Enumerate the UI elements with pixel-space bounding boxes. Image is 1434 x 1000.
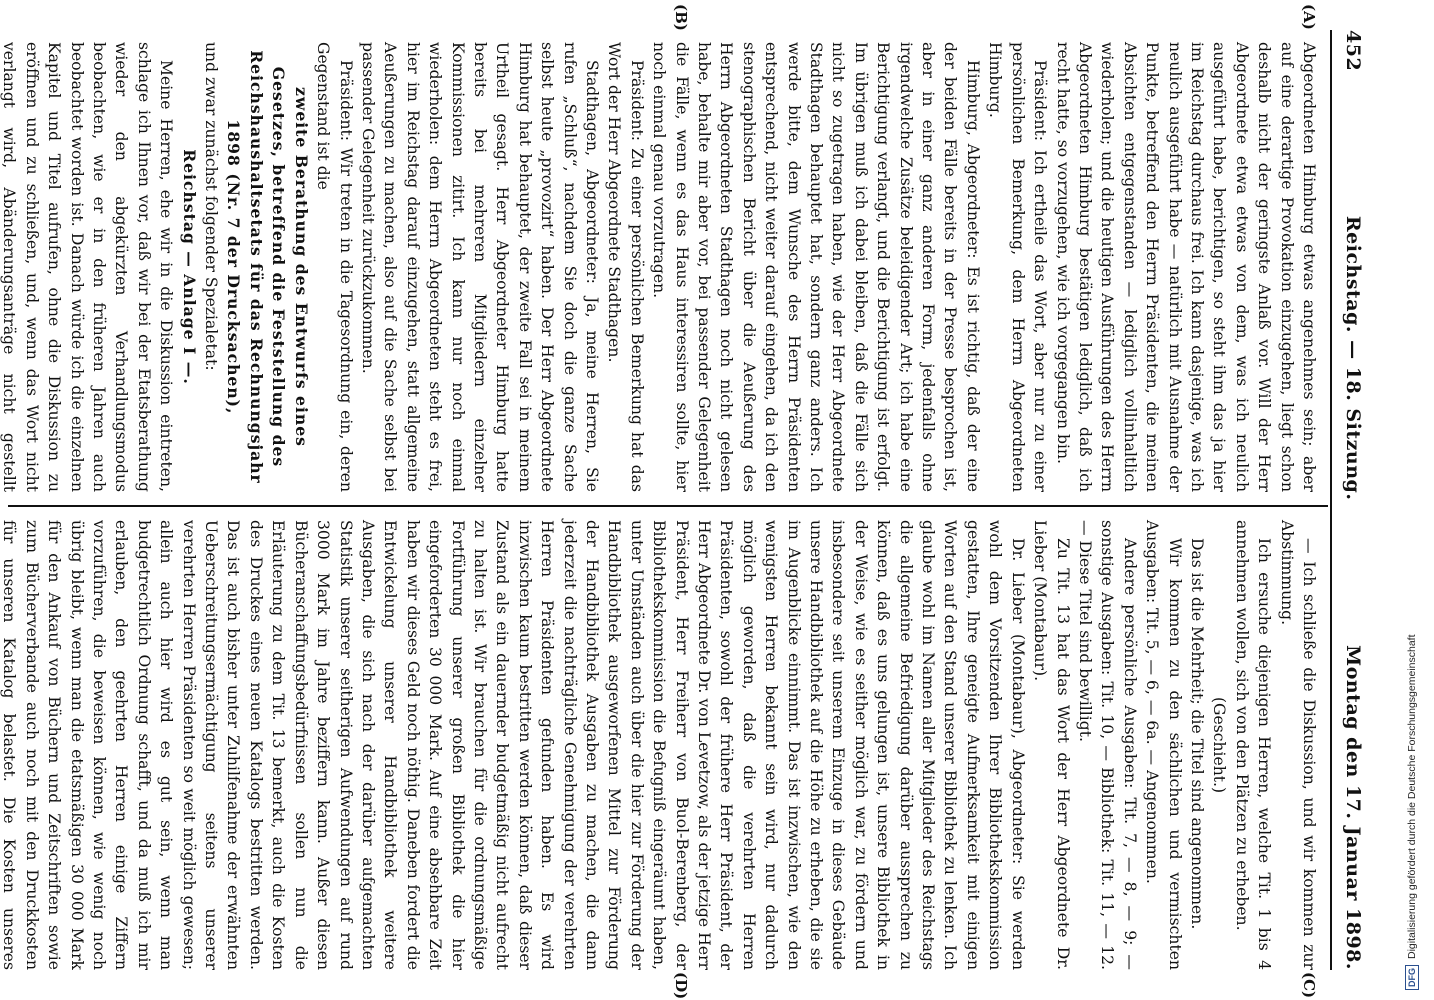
paragraph: und zwar zunächst folgender Spezialetat: <box>202 42 221 371</box>
paragraph: Präsident: Ich ertheile das Wort, aber nur zu einer persönlichen Bemerkung, dem Herrn Abgeordneten Himburg. <box>986 42 1050 492</box>
paragraph: Abgeordneten Himburg etwas angenehmes sein; aber auf eine derartige Provokation einzugehen, liegt schon deshalb nicht der geringste Anlaß vor. Will der Herr Abgeordnete etwa etwas von dem, was ich neulich ausgeführt habe, berichtigen, so steht ihm das ja hier im Reichstag durchaus frei. Ich kann dasjenige, was ich neulich ausgeführt habe — natürlich mit Ausnahme der Punkte, betreffend den Herrn Präsidenten, die meinen Absichten entgegenstanden — lediglich vollinhaltlich wiederholen; und die heutigen Ausführungen des Herrn Abgeordneten Himburg bestätigen lediglich, daß ich recht hatte, so vorzugehen, wie ich vorgegangen bin. <box>1053 42 1318 492</box>
paragraph: Präsident: Zu einer persönlichen Bemerkung hat das Wort der Herr Abgeordnete Stadthagen. <box>605 42 646 492</box>
margin-marker-d: (D) <box>672 972 690 1000</box>
agenda-subitem: Reichstag — Anlage I —. <box>179 149 199 385</box>
paragraph: Stadthagen, Abgeordneter: Ja, meine Herren, Sie rufen „Schluß“, nachdem Sie doch die ganze Sache selbst heute „provozirt“ haben. Der Herr Abgeordnete Himburg hat behauptet, der zweite Fall sei in meinem Urtheil gesagt. Herr Abgeordneter Himburg hatte bereits bei mehreren Mitgliedern einzelner Kommissionen zitirt. Ich kann nur noch einmal wiederholen: dem Herrn Abgeordneten steht es frei, hier im Reichstag darauf einzugehen, statt allgemeine Aeußerungen zu machen, also auf die Sache selbst bei passender Gelegenheit zurückzukommen. <box>358 42 601 492</box>
margin-marker-c: (C) <box>1300 972 1318 999</box>
dfg-logo: DFG <box>1405 965 1419 990</box>
right-column <box>0 520 1320 970</box>
paragraph: Zu Tit. 13 hat das Wort der Herr Abgeordnete Dr. Lieber (Montabaur). <box>1031 520 1072 970</box>
page-number: 452 <box>1342 30 1364 72</box>
header-title: Reichstag. — 18. Sitzung. <box>1342 215 1364 501</box>
margin-marker-b: (B) <box>672 4 690 31</box>
page-header <box>1334 30 1364 970</box>
paragraph: Wir kommen zu den sächlichen und vermischten Ausgaben: Tit. 5, — 6, — 6a. — Angenommen. <box>1143 520 1184 970</box>
column-divider <box>8 505 1328 507</box>
paragraph: Andere persönliche Ausgaben: Tit. 7, — 8, — 9; — sonstige Ausgaben: Tit. 10, — Bibliothek: Tit. 11, — 12. — Diese Titel sind bewilligt. <box>1075 520 1139 970</box>
footer-credit: Digitalisierung gefördert durch die Deutsche Forschungsgemeinschaft <box>1406 634 1418 959</box>
left-column <box>0 42 1320 492</box>
header-rule <box>1330 30 1332 970</box>
stage-direction: (Geschieht.) <box>1210 696 1229 794</box>
margin-marker-a: (A) <box>1300 4 1318 30</box>
paragraph: Meine Herren, ehe wir in die Diskussion eintreten, schlage ich Ihnen vor, daß wir bei der Etatsberathung wieder den abgekürzten Verhandlungsmodus beobachten, wie er in den früheren Jahren auch beobachtet worden ist. Danach würde ich die einzelnen Kapitel und Titel aufrufen, ohne die Diskussion zu eröffnen und zu schließen, und, wenn das Wort nicht verlangt wird, Abänderungsanträge nicht gestellt <box>0 42 176 492</box>
paragraph: Himburg, Abgeordneter: Es ist richtig, daß der eine der beiden Fälle bereits in der Presse besprochen ist, aber in einer ganz anderen Form, jedenfalls ohne irgendwelche Zusätze beleidigender Art; ich habe eine Berichtigung verlangt, und die Berichtigung ist erfolgt. Im übrigen muß ich dabei bleiben, daß die Fälle sich nicht so zugetragen haben, wie der Herr Abgeordnete Stadthagen behauptet hat, sondern ganz anders. Ich werde bitte, dem Wunsche des Herrn Präsidenten entsprechend, nicht weiter darauf eingehen, da ich den stenographischen Bericht über die Aeußerung des Herrn Abgeordneten Stadthagen noch nicht gelesen habe, behalte mir aber vor, bei passender Gelegenheit die Fälle, wenn es das Haus interessiren sollte, hier noch einmal genau vorzutragen. <box>650 42 982 492</box>
paragraph: Ich ersuche diejenigen Herren, welche Tit. 1 bis 4 annehmen wollen, sich von den Plätzen zu erheben. <box>1232 520 1274 970</box>
paragraph: Das ist die Mehrheit; die Titel sind angenommen. <box>1187 538 1206 930</box>
paragraph: Dr. Lieber (Montabaur), Abgeordneter: Sie werden wohl dem Vorsitzenden Ihrer Bibliothekskommission gestatten, Ihre geneigte Aufmerksamkeit mit einigen Worten auf den Stand unserer Bibliothek zu lenken. Ich glaube wohl im Namen aller Mitglieder des Reichstags die allgemeine Befriedigung darüber aussprechen zu können, daß es uns gelungen ist, unsere Bibliothek in der Weise, wie es seither möglich war, zu fördern und insbesondere seit unserem Einzuge in dieses Gebäude unsere Handbibliothek auf die Höhe zu erheben, die sie im Augenblicke einnimmt. Das ist inzwischen, wie den wenigsten Herren bekannt sein wird, nur dadurch möglich geworden, daß die verehrten Herren Präsidenten, sowohl der frühere Herr Präsident, der Herr Abgeordnete Dr. von Levetzow, als der jetzige Herr Präsident, Herr Freiherr von Buol-Berenberg, der Bibliothekskommission die Befugniß eingeräumt haben, unter Umständen auch über die hier zur Förderung der Handbibliothek ausgeworfenen Mittel zur Förderung der Handbibliothek Ausgaben zu machen, die dann jederzeit die nachträgliche Genehmigung der verehrten Herren Präsidenten gefunden haben. Es wird inzwischen kaum bestritten werden können, daß dieser Zustand als ein dauernder budgetmäßig nicht aufrecht zu halten ist. Wir brauchen für die ordnungsmäßige Fortführung unserer großen Bibliothek die hier eingeforderten 30 000 Mark. Auf eine absehbare Zeit haben wir dieses Geld noch nöthig. Daneben fordert die Entwickelung unserer Handbibliothek weitere Ausgaben, die sich nach der darüber aufgemachten Statistik unserer seitherigen Aufwendungen auf rund 3000 Mark im Jahre beziffern kann. Außer diesen Bücheranschaffungsbedürfnissen sollen nun die Erläuterung zu dem Tit. 13 bemerkt, auch die Kosten des Druckes eines neuen Katalogs bestritten werden. Das ist auch bisher unter Zuhilfenahme der erwähnten Ueberschreitungsermächtigung seitens unserer verehrten Herren Präsidenten so weit möglich gewesen; allein auch hier wird es gut sein, wenn man budgetrechtlich Ordnung schafft, und da muß ich mir erlauben, den geehrten Herren einige Ziffern vorzuführen, die beweisen können, wie wenig noch übrig bleibt, wenn man die etatsmäßigen 30 000 Mark für den Ankauf von Büchern und Zeitschriften sowie zum Bücherverbande auch noch mit den Druckkosten für unseren Katalog belastet. Die Kosten unseres <box>0 520 1027 970</box>
agenda-item: zweite Berathung des Entwurfs eines Gesetzes, betreffend die Feststellung des Reichshaushaltsetats für das Rechnungsjahr 1898 (Nr. 7 der Drucksachen), <box>224 50 311 484</box>
paragraph: — Ich schließe die Diskussion, und wir kommen zur Abstimmung. <box>1277 520 1318 970</box>
paragraph: Präsident: Wir treten in die Tagesordnung ein, deren Gegenstand ist die <box>314 42 355 492</box>
header-date: Montag den 17. Januar 1898. <box>1342 645 1364 970</box>
footer <box>1392 0 1432 1000</box>
